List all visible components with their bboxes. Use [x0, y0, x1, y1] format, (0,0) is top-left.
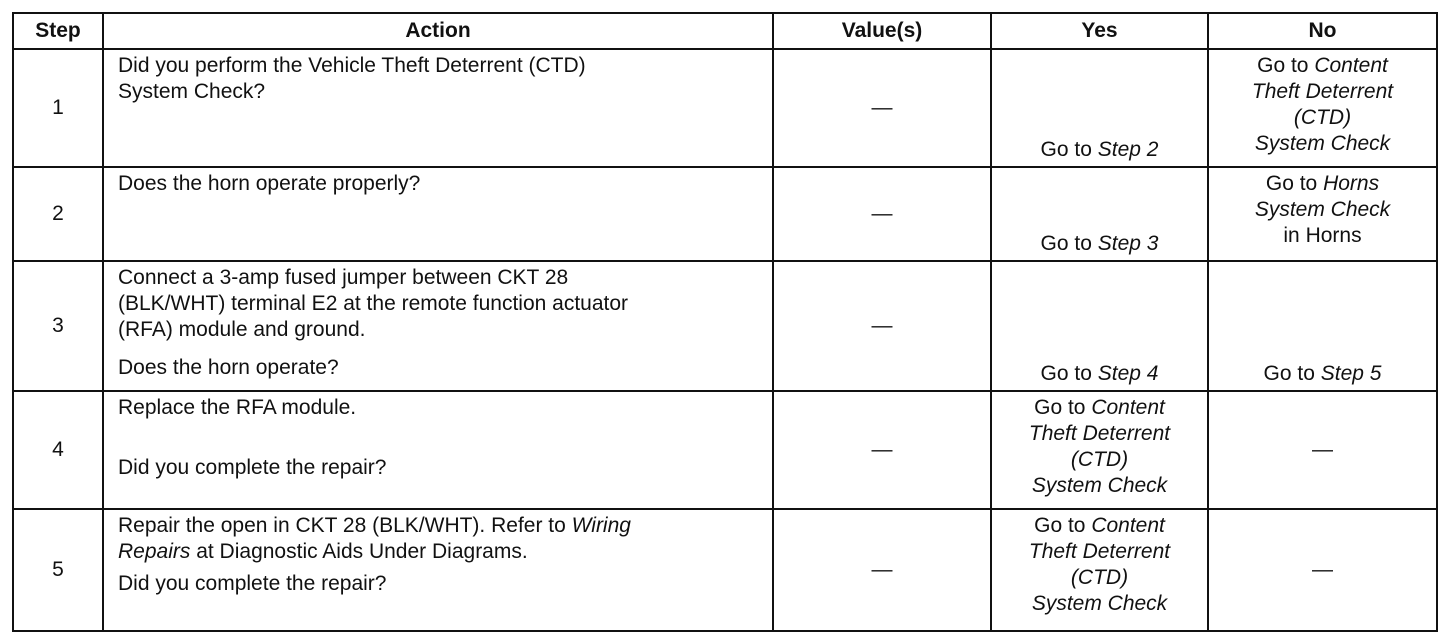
yes-prefix: Go to [1034, 396, 1092, 419]
table-row [13, 261, 1437, 391]
no-link[interactable]: Content [1314, 54, 1388, 77]
header-action: Action [103, 13, 773, 49]
yes-link[interactable]: Step 4 [1097, 362, 1159, 385]
no-prefix: Go to [1263, 362, 1321, 385]
no-cell [1208, 391, 1437, 509]
value-dash: — [871, 96, 893, 119]
action-cell [103, 49, 773, 167]
action-text: Does the horn operate properly? [118, 172, 421, 195]
no-link[interactable]: Step 5 [1320, 362, 1382, 385]
action-text: (BLK/WHT) terminal E2 at the remote function actuator [118, 292, 629, 315]
yes-link[interactable]: (CTD) [1070, 566, 1129, 589]
yes-link[interactable]: Content [1091, 514, 1165, 537]
action-cell [103, 167, 773, 261]
step-number: 3 [13, 261, 103, 391]
value-cell [773, 49, 991, 167]
no-cell [1208, 167, 1437, 261]
value-dash: — [871, 558, 893, 581]
yes-cell [991, 167, 1208, 261]
yes-prefix: Go to [1040, 232, 1098, 255]
table-row [13, 391, 1437, 509]
yes-link[interactable]: (CTD) [1070, 448, 1129, 471]
yes-prefix: Go to [1034, 514, 1092, 537]
yes-link[interactable]: System Check [1031, 474, 1168, 497]
action-text: (RFA) module and ground. [118, 318, 366, 341]
action-cell [103, 261, 773, 391]
yes-prefix: Go to [1040, 362, 1098, 385]
action-text: at Diagnostic Aids Under Diagrams. [190, 540, 528, 563]
no-link[interactable]: (CTD) [1293, 106, 1352, 129]
value-dash: — [871, 202, 893, 225]
yes-link[interactable]: Step 3 [1097, 232, 1159, 255]
yes-cell [991, 391, 1208, 509]
no-link[interactable]: System Check [1254, 198, 1391, 221]
action-question: Did you complete the repair? [118, 572, 387, 595]
action-text: Repair the open in CKT 28 (BLK/WHT). Refer to [118, 514, 572, 537]
step-number: 4 [13, 391, 103, 509]
value-dash: — [871, 438, 893, 461]
table-row [13, 509, 1437, 631]
value-cell [773, 391, 991, 509]
wiring-repairs-link[interactable]: Repairs [118, 540, 191, 563]
wiring-repairs-link[interactable]: Wiring [571, 514, 631, 537]
no-dash: — [1312, 558, 1333, 581]
yes-prefix: Go to [1040, 138, 1098, 161]
yes-cell [991, 509, 1208, 631]
no-prefix: Go to [1257, 54, 1315, 77]
action-cell [103, 509, 773, 631]
action-text: Replace the RFA module. [118, 396, 357, 419]
action-question: Did you complete the repair? [118, 456, 387, 479]
step-number: 1 [13, 49, 103, 167]
header-yes: Yes [991, 13, 1208, 49]
diagnostic-table [12, 12, 1438, 632]
no-dash: — [1312, 438, 1333, 461]
no-cell [1208, 509, 1437, 631]
step-number: 2 [13, 167, 103, 261]
yes-link[interactable]: Step 2 [1097, 138, 1159, 161]
yes-link[interactable]: System Check [1031, 592, 1168, 615]
no-prefix: Go to [1265, 172, 1324, 195]
no-link[interactable]: Theft Deterrent [1251, 80, 1394, 103]
action-question: Does the horn operate? [118, 356, 339, 379]
value-cell [773, 261, 991, 391]
no-link[interactable]: Horns [1323, 172, 1380, 195]
action-text: System Check? [118, 80, 266, 103]
no-suffix: in Horns [1283, 224, 1362, 247]
yes-link[interactable]: Content [1091, 396, 1165, 419]
step-number: 5 [13, 509, 103, 631]
header-no: No [1208, 13, 1437, 49]
table-row [13, 167, 1437, 261]
yes-cell [991, 261, 1208, 391]
value-cell [773, 167, 991, 261]
yes-cell [991, 49, 1208, 167]
yes-link[interactable]: Theft Deterrent [1028, 422, 1171, 445]
yes-link[interactable]: Theft Deterrent [1028, 540, 1171, 563]
action-text: Connect a 3-amp fused jumper between CKT 28 [118, 266, 569, 289]
no-cell [1208, 49, 1437, 167]
value-dash: — [871, 314, 893, 337]
no-link[interactable]: System Check [1254, 132, 1391, 155]
header-step: Step [13, 13, 103, 49]
header-row [13, 13, 1437, 49]
no-cell [1208, 261, 1437, 391]
table-row [13, 49, 1437, 167]
header-values: Value(s) [773, 13, 991, 49]
value-cell [773, 509, 991, 631]
action-text: Did you perform the Vehicle Theft Deterrent (CTD) [118, 54, 586, 77]
action-cell [103, 391, 773, 509]
